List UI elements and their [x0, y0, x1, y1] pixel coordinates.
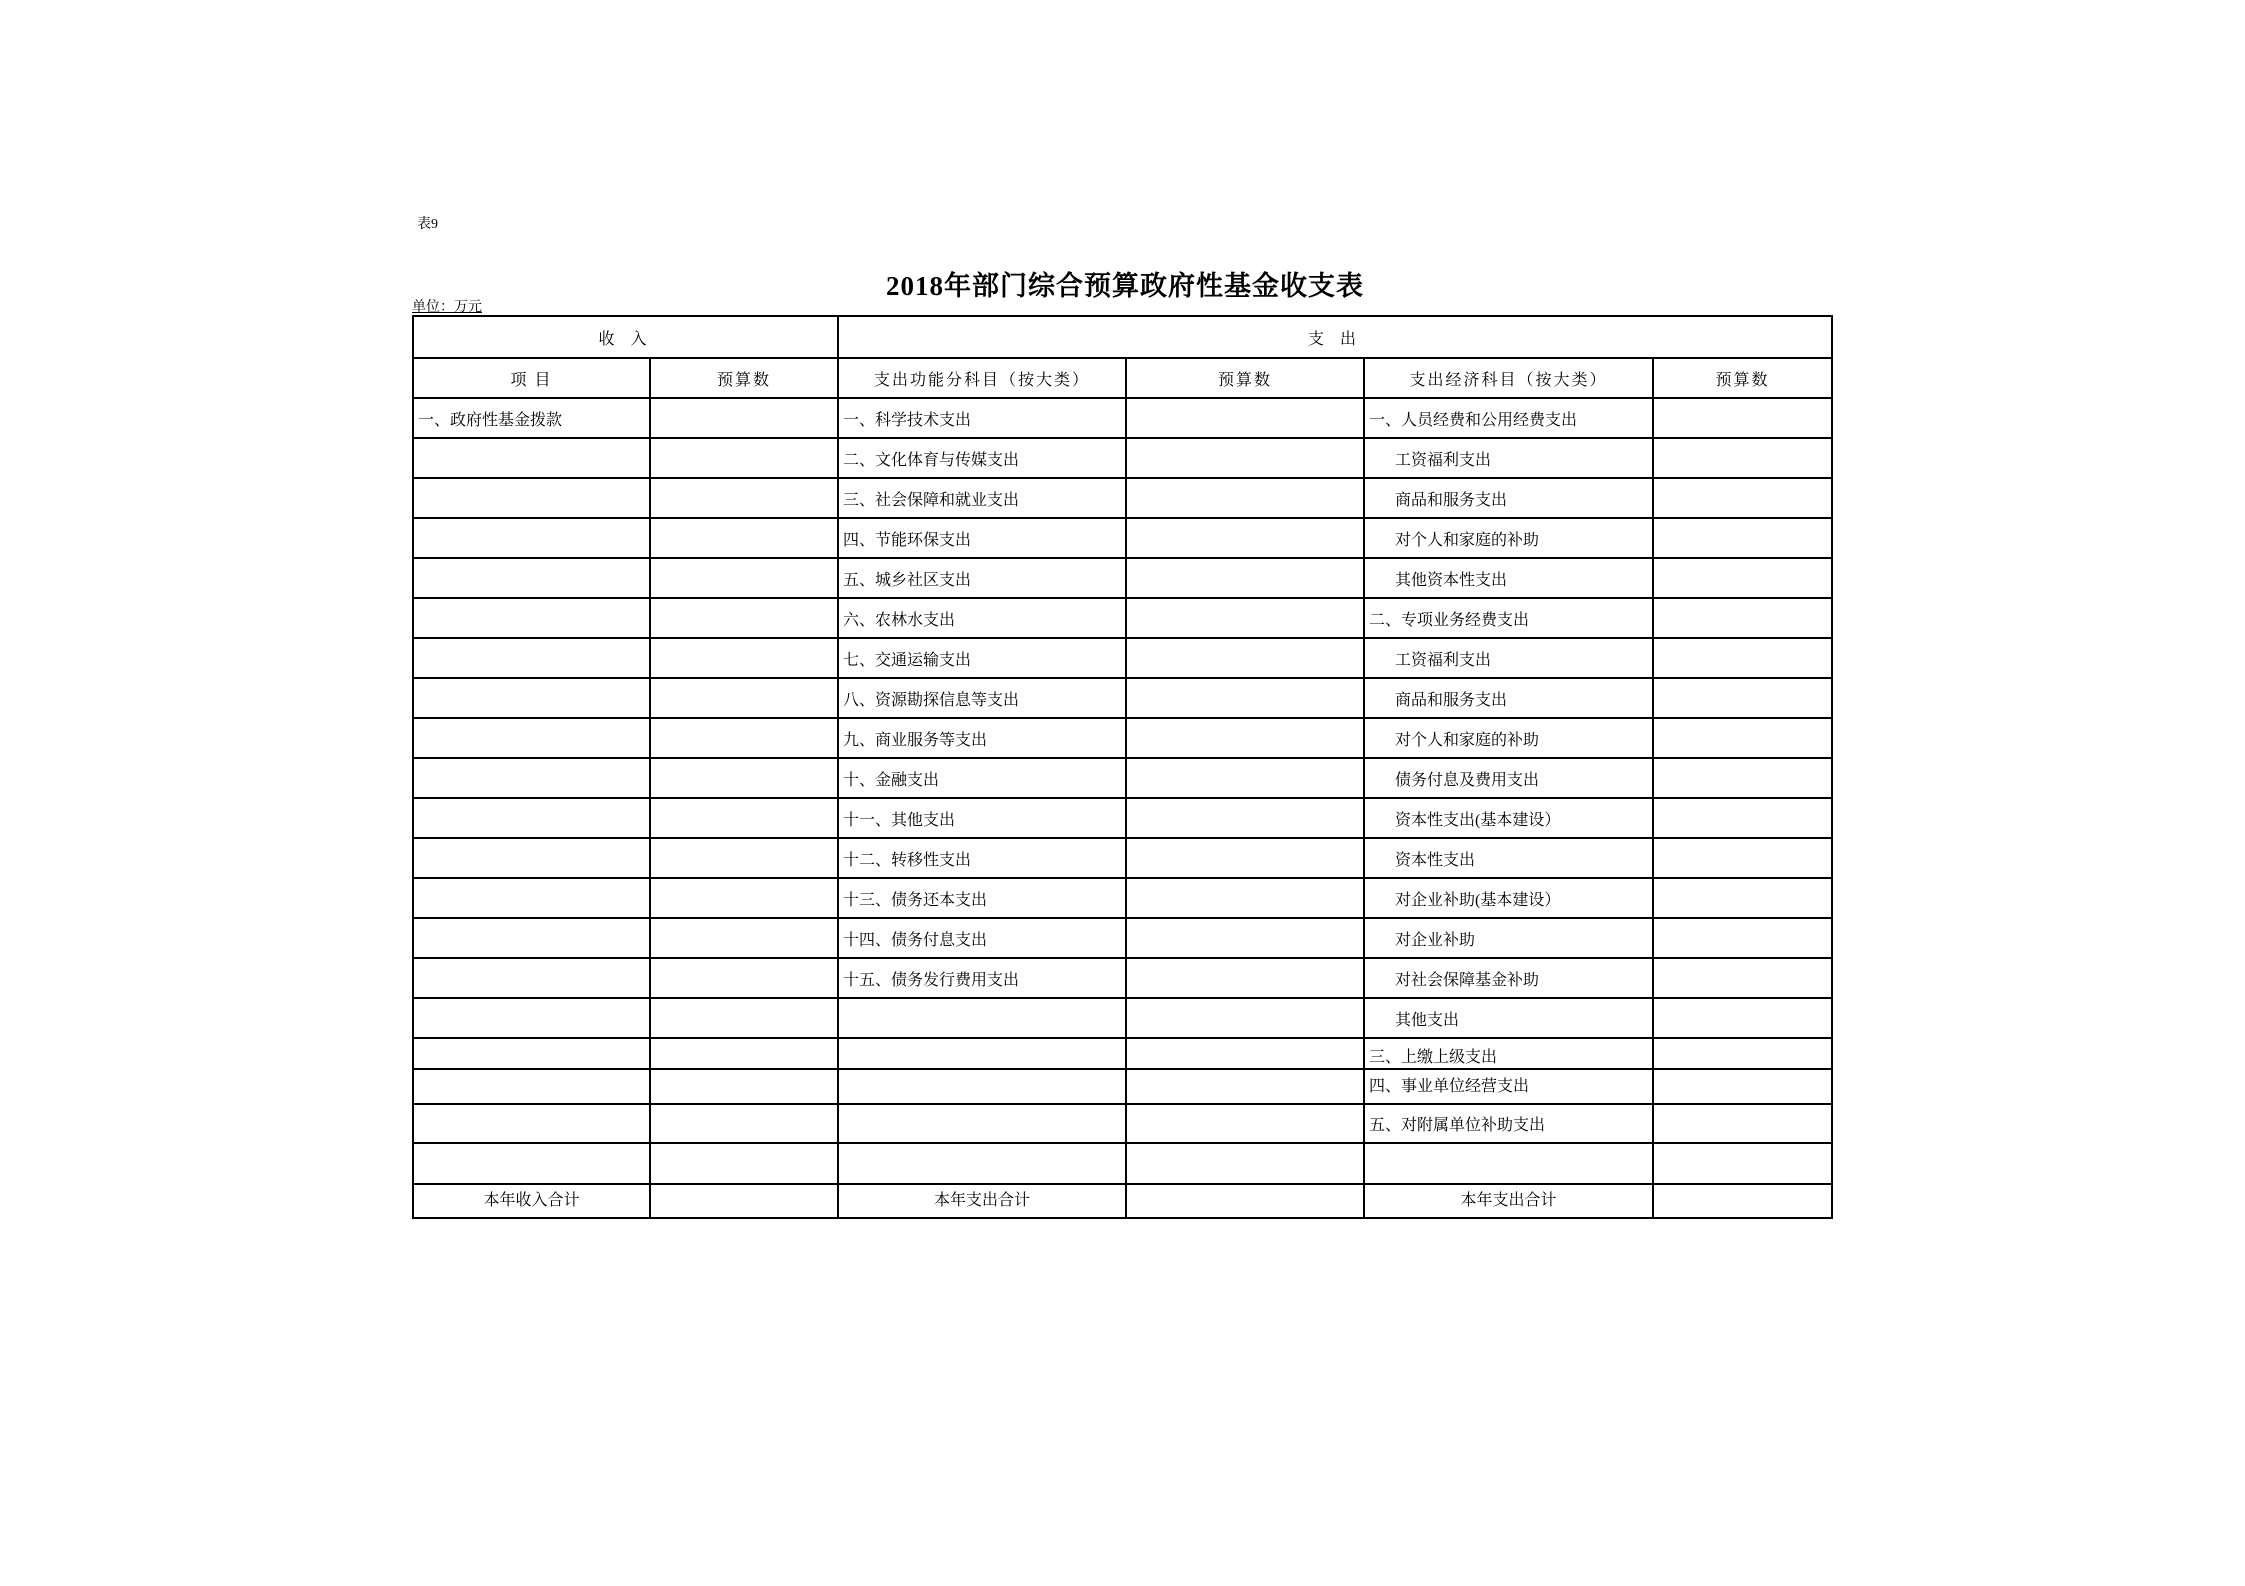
- income-budget-cell: [650, 1104, 838, 1143]
- econ-item-cell: 工资福利支出: [1364, 438, 1653, 478]
- totals-row: [413, 1184, 1832, 1218]
- func-item-cell: [838, 1104, 1126, 1143]
- econ-item-cell: 资本性支出(基本建设）: [1364, 798, 1653, 838]
- econ-budget-cell: [1653, 878, 1832, 918]
- func-item-cell: 三、社会保障和就业支出: [838, 478, 1126, 518]
- econ-item-cell: 商品和服务支出: [1364, 478, 1653, 518]
- func-budget-cell: [1126, 998, 1364, 1038]
- func-item-cell: 四、节能环保支出: [838, 518, 1126, 558]
- func-budget-cell: [1126, 1184, 1364, 1218]
- econ-budget-cell: [1653, 398, 1832, 438]
- econ-budget-cell: [1653, 478, 1832, 518]
- table-row: [413, 758, 1832, 798]
- func-item-cell: 十五、债务发行费用支出: [838, 958, 1126, 998]
- income-budget-cell: [650, 638, 838, 678]
- income-item-cell: 本年收入合计: [413, 1184, 650, 1218]
- income-budget-cell: [650, 758, 838, 798]
- income-item-cell: [413, 1069, 650, 1104]
- econ-item-cell: 一、人员经费和公用经费支出: [1364, 398, 1653, 438]
- econ-item-cell: 其他支出: [1364, 998, 1653, 1038]
- income-budget-cell: [650, 1038, 838, 1069]
- income-item-cell: [413, 798, 650, 838]
- econ-budget-cell: [1653, 438, 1832, 478]
- income-budget-cell: [650, 438, 838, 478]
- income-item-cell: [413, 438, 650, 478]
- econ-item-cell: 对个人和家庭的补助: [1364, 518, 1653, 558]
- income-budget-cell: [650, 558, 838, 598]
- income-budget-cell: [650, 1143, 838, 1184]
- func-item-cell: [838, 998, 1126, 1038]
- econ-budget-cell: [1653, 598, 1832, 638]
- econ-budget-cell: [1653, 1184, 1832, 1218]
- income-item-cell: [413, 958, 650, 998]
- func-item-cell: 十三、债务还本支出: [838, 878, 1126, 918]
- econ-budget-cell: [1653, 678, 1832, 718]
- func-budget-cell: [1126, 478, 1364, 518]
- col-header-econ-category: 支出经济科目（按大类）: [1364, 358, 1653, 398]
- func-budget-cell: [1126, 718, 1364, 758]
- income-budget-cell: [650, 798, 838, 838]
- table-header: [413, 316, 1832, 398]
- income-item-cell: [413, 838, 650, 878]
- func-budget-cell: [1126, 1038, 1364, 1069]
- func-item-cell: [838, 1038, 1126, 1069]
- table-row: [413, 918, 1832, 958]
- func-item-cell: 五、城乡社区支出: [838, 558, 1126, 598]
- table-row: [413, 558, 1832, 598]
- func-item-cell: 十、金融支出: [838, 758, 1126, 798]
- table-body: [413, 398, 1832, 1218]
- econ-item-cell: 对个人和家庭的补助: [1364, 718, 1653, 758]
- income-item-cell: [413, 478, 650, 518]
- income-budget-cell: [650, 998, 838, 1038]
- econ-item-cell: [1364, 1143, 1653, 1184]
- table-row: [413, 878, 1832, 918]
- table-row: [413, 638, 1832, 678]
- func-budget-cell: [1126, 598, 1364, 638]
- income-item-cell: [413, 1038, 650, 1069]
- income-budget-cell: [650, 958, 838, 998]
- econ-item-cell: 对企业补助: [1364, 918, 1653, 958]
- econ-item-cell: 四、事业单位经营支出: [1364, 1069, 1653, 1104]
- econ-budget-cell: [1653, 1038, 1832, 1069]
- table-row: [413, 958, 1832, 998]
- income-budget-cell: [650, 1069, 838, 1104]
- econ-budget-cell: [1653, 638, 1832, 678]
- func-item-cell: [838, 1143, 1126, 1184]
- econ-item-cell: 二、专项业务经费支出: [1364, 598, 1653, 638]
- econ-budget-cell: [1653, 1069, 1832, 1104]
- econ-budget-cell: [1653, 918, 1832, 958]
- income-item-cell: [413, 878, 650, 918]
- econ-budget-cell: [1653, 958, 1832, 998]
- income-item-cell: [413, 678, 650, 718]
- func-budget-cell: [1126, 678, 1364, 718]
- income-item-cell: [413, 998, 650, 1038]
- func-budget-cell: [1126, 518, 1364, 558]
- func-budget-cell: [1126, 638, 1364, 678]
- income-item-cell: [413, 1143, 650, 1184]
- table-row: [413, 998, 1832, 1038]
- income-item-cell: [413, 918, 650, 958]
- func-budget-cell: [1126, 1143, 1364, 1184]
- table-row: [413, 1069, 1832, 1104]
- econ-item-cell: 对企业补助(基本建设）: [1364, 878, 1653, 918]
- income-budget-cell: [650, 478, 838, 518]
- func-budget-cell: [1126, 918, 1364, 958]
- income-item-cell: [413, 758, 650, 798]
- table-row: [413, 798, 1832, 838]
- econ-item-cell: 工资福利支出: [1364, 638, 1653, 678]
- func-item-cell: 二、文化体育与传媒支出: [838, 438, 1126, 478]
- econ-budget-cell: [1653, 1104, 1832, 1143]
- income-item-cell: [413, 718, 650, 758]
- func-budget-cell: [1126, 1104, 1364, 1143]
- table-row: [413, 718, 1832, 758]
- func-item-cell: 一、科学技术支出: [838, 398, 1126, 438]
- func-item-cell: 九、商业服务等支出: [838, 718, 1126, 758]
- table-row: [413, 1104, 1832, 1143]
- header-income-group: 收 入: [413, 316, 838, 358]
- func-budget-cell: [1126, 558, 1364, 598]
- func-item-cell: 八、资源勘探信息等支出: [838, 678, 1126, 718]
- income-item-cell: 一、政府性基金拨款: [413, 398, 650, 438]
- econ-item-cell: 对社会保障基金补助: [1364, 958, 1653, 998]
- func-budget-cell: [1126, 958, 1364, 998]
- header-row-columns: [413, 358, 1832, 398]
- econ-budget-cell: [1653, 998, 1832, 1038]
- table-row: [413, 438, 1832, 478]
- func-budget-cell: [1126, 878, 1364, 918]
- table-row: [413, 1038, 1832, 1069]
- func-item-cell: 六、农林水支出: [838, 598, 1126, 638]
- econ-budget-cell: [1653, 558, 1832, 598]
- econ-item-cell: 商品和服务支出: [1364, 678, 1653, 718]
- income-budget-cell: [650, 838, 838, 878]
- table-row: [413, 1143, 1832, 1184]
- func-item-cell: 本年支出合计: [838, 1184, 1126, 1218]
- income-item-cell: [413, 558, 650, 598]
- income-budget-cell: [650, 518, 838, 558]
- econ-budget-cell: [1653, 518, 1832, 558]
- table-row: [413, 518, 1832, 558]
- income-item-cell: [413, 518, 650, 558]
- func-budget-cell: [1126, 438, 1364, 478]
- income-item-cell: [413, 638, 650, 678]
- header-expenditure-group: 支 出: [838, 316, 1832, 358]
- econ-budget-cell: [1653, 1143, 1832, 1184]
- func-item-cell: 七、交通运输支出: [838, 638, 1126, 678]
- budget-table: [412, 315, 1833, 1219]
- econ-item-cell: 五、对附属单位补助支出: [1364, 1104, 1653, 1143]
- col-header-item: 项 目: [413, 358, 650, 398]
- econ-item-cell: 本年支出合计: [1364, 1184, 1653, 1218]
- header-row-groups: [413, 316, 1832, 358]
- col-header-budget-func: 预算数: [1126, 358, 1364, 398]
- func-item-cell: [838, 1069, 1126, 1104]
- func-budget-cell: [1126, 1069, 1364, 1104]
- income-item-cell: [413, 1104, 650, 1143]
- table-row: [413, 838, 1832, 878]
- col-header-budget-econ: 预算数: [1653, 358, 1832, 398]
- col-header-budget-income: 预算数: [650, 358, 838, 398]
- econ-item-cell: 其他资本性支出: [1364, 558, 1653, 598]
- econ-item-cell: 债务付息及费用支出: [1364, 758, 1653, 798]
- table-row: [413, 598, 1832, 638]
- income-item-cell: [413, 598, 650, 638]
- table-row: [413, 678, 1832, 718]
- econ-budget-cell: [1653, 758, 1832, 798]
- func-item-cell: 十一、其他支出: [838, 798, 1126, 838]
- econ-item-cell: 三、上缴上级支出: [1364, 1038, 1653, 1069]
- income-budget-cell: [650, 1184, 838, 1218]
- func-budget-cell: [1126, 798, 1364, 838]
- income-budget-cell: [650, 398, 838, 438]
- econ-budget-cell: [1653, 798, 1832, 838]
- func-item-cell: 十四、债务付息支出: [838, 918, 1126, 958]
- econ-budget-cell: [1653, 838, 1832, 878]
- table-number-label: 表9: [417, 217, 438, 232]
- func-budget-cell: [1126, 758, 1364, 798]
- econ-budget-cell: [1653, 718, 1832, 758]
- income-budget-cell: [650, 918, 838, 958]
- col-header-func-category: 支出功能分科目（按大类）: [838, 358, 1126, 398]
- table-row: [413, 398, 1832, 438]
- econ-item-cell: 资本性支出: [1364, 838, 1653, 878]
- income-budget-cell: [650, 718, 838, 758]
- func-item-cell: 十二、转移性支出: [838, 838, 1126, 878]
- page-title: 2018年部门综合预算政府性基金收支表: [886, 271, 1364, 302]
- func-budget-cell: [1126, 398, 1364, 438]
- income-budget-cell: [650, 598, 838, 638]
- income-budget-cell: [650, 678, 838, 718]
- unit-note: 单位：万元: [412, 300, 482, 315]
- table-row: [413, 478, 1832, 518]
- func-budget-cell: [1126, 838, 1364, 878]
- income-budget-cell: [650, 878, 838, 918]
